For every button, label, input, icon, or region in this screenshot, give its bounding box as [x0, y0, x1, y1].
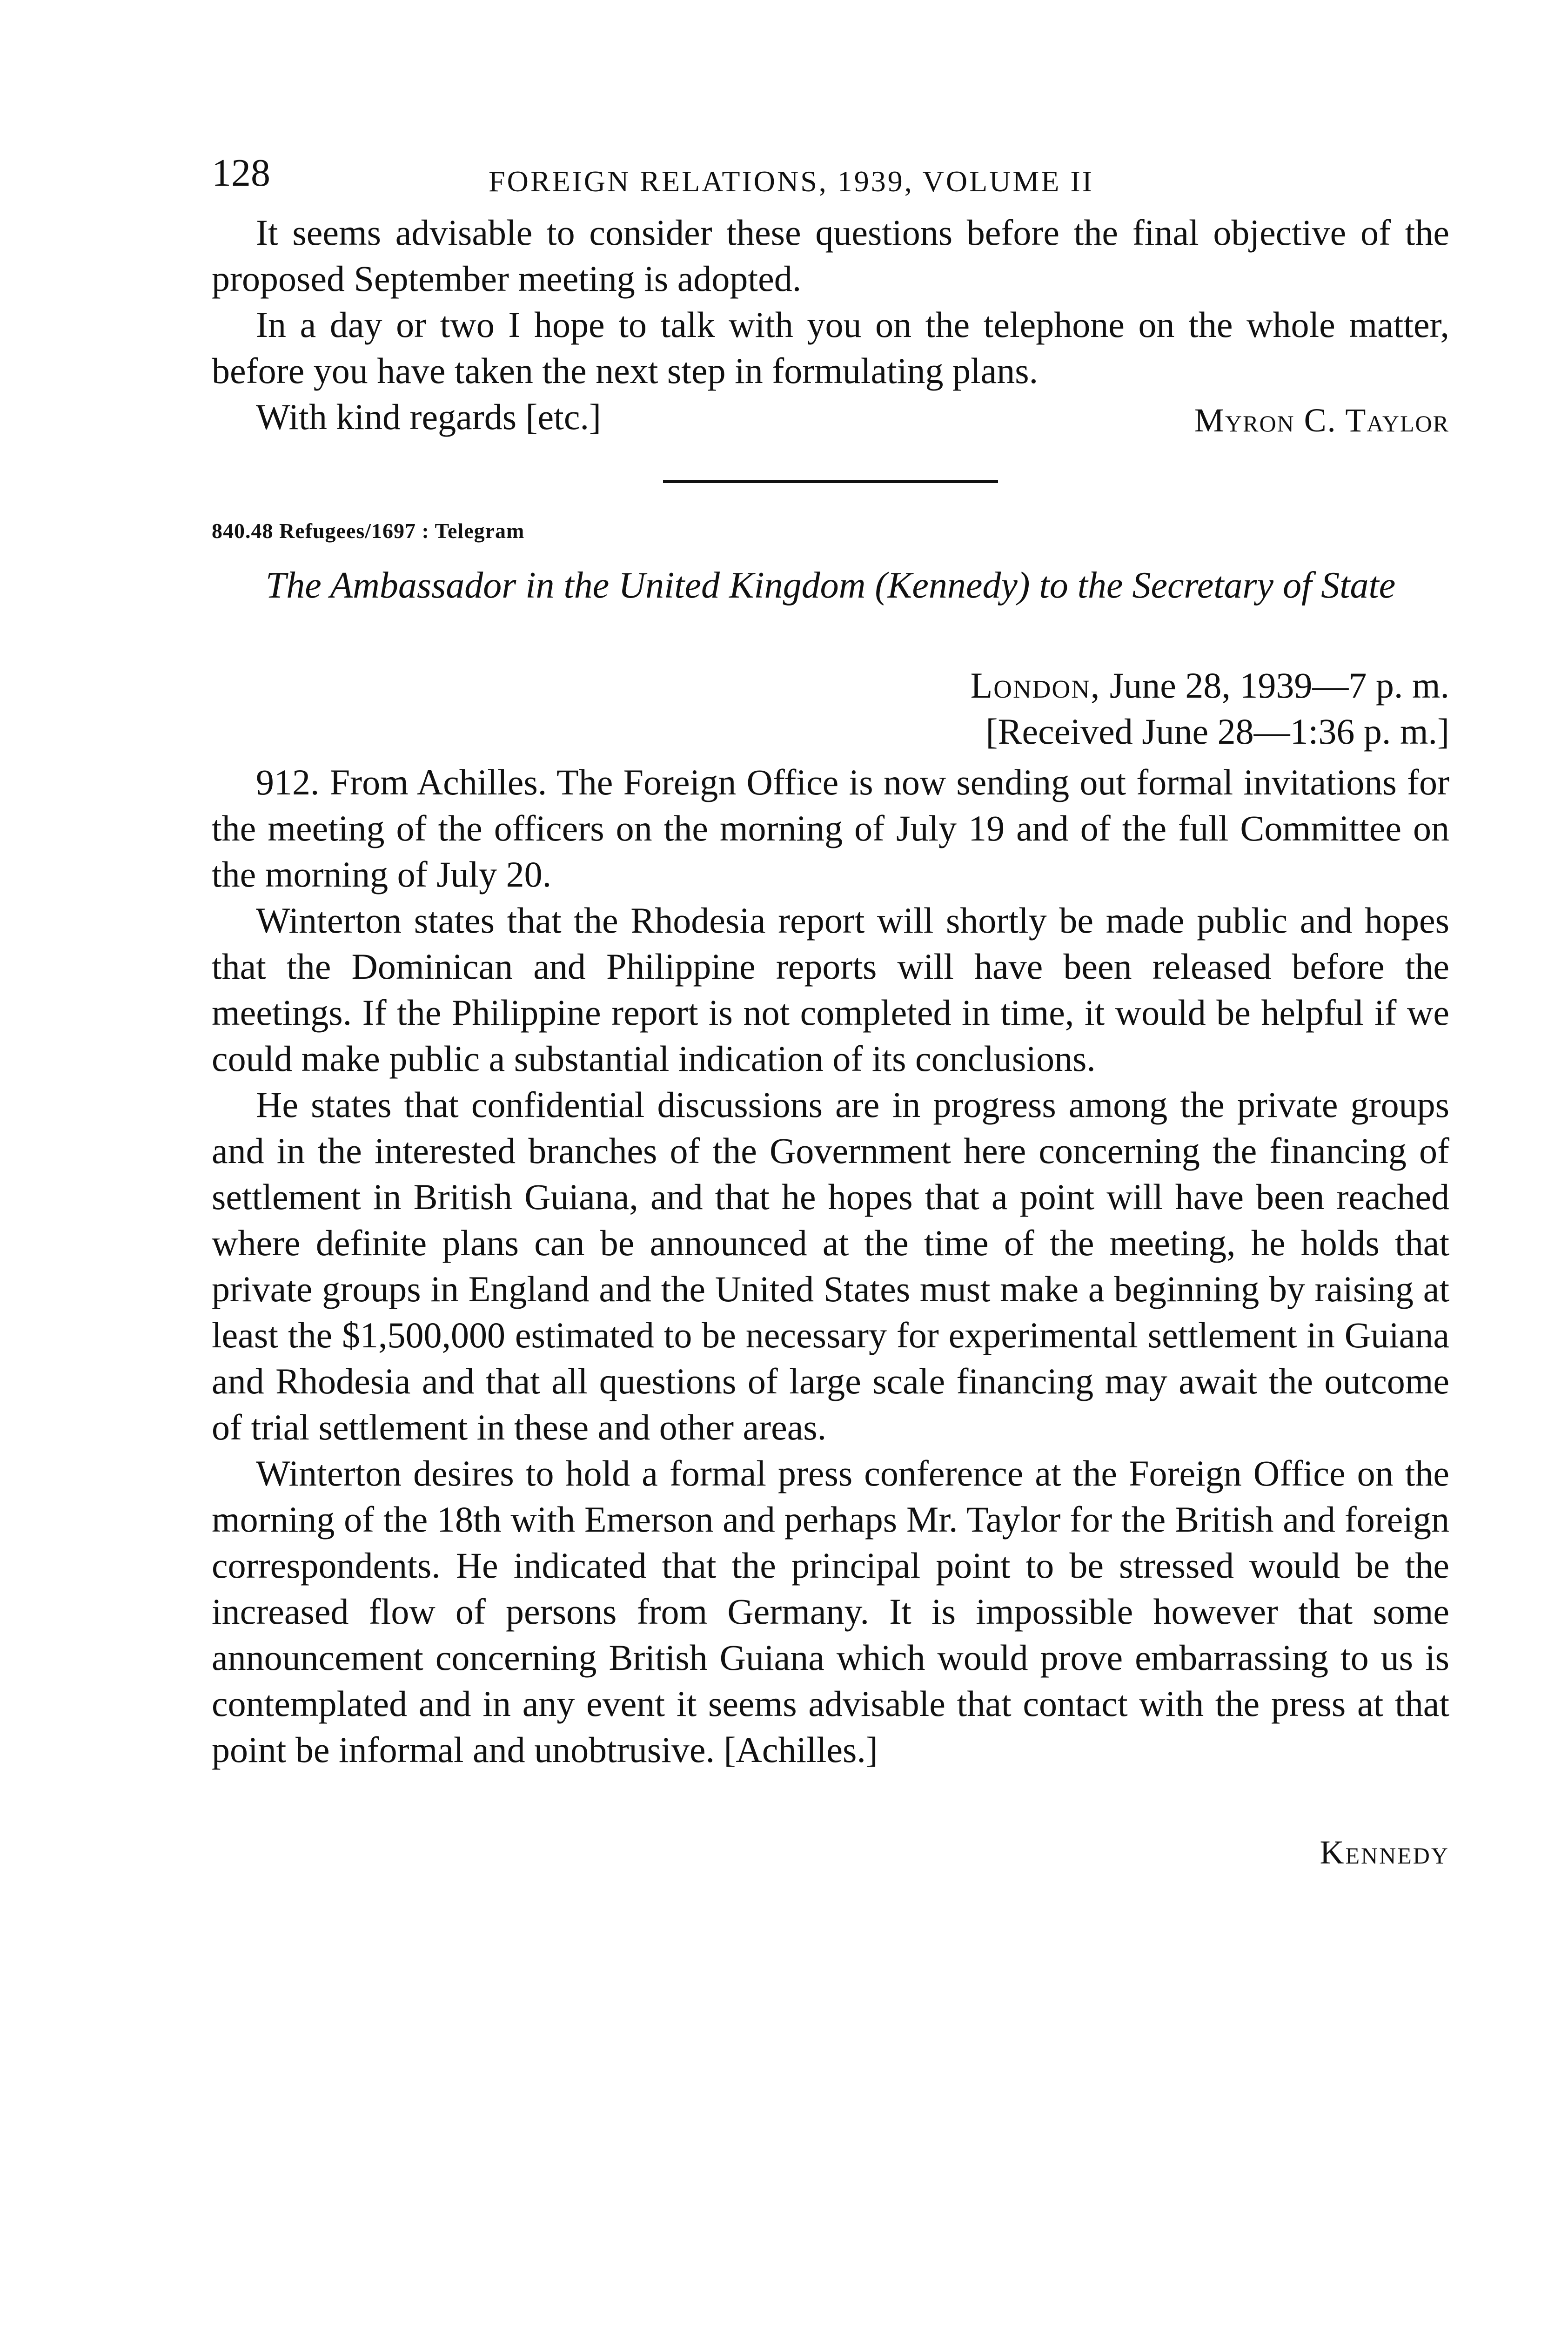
document-title: The Ambassador in the United Kingdom (Kennedy) to the Secretary of State: [265, 565, 1396, 606]
signature-taylor: Myron C. Taylor: [1194, 402, 1449, 439]
closing-text: With kind regards [etc.]: [256, 397, 601, 437]
file-reference: 840.48 Refugees/1697 : Telegram: [212, 519, 525, 543]
body-paragraph: Winterton states that the Rhodesia report will shortly be made public and hopes that the Dominican and Philippine reports will have been released before the meetings. If the Philippine report is not completed in time, it would be helpful if we could make public a substantial indication of its conclusions.: [212, 900, 1449, 1079]
previous-letter-ending: [212, 209, 1449, 445]
section-divider: [663, 480, 998, 483]
dateline-place: London,: [970, 665, 1101, 706]
document-page: [212, 151, 1449, 1871]
body-paragraph: In a day or two I hope to talk with you on the telephone on the whole matter, before you have taken the next step in formulating plans.: [212, 304, 1449, 391]
body-paragraph: Winterton desires to hold a formal press conference at the Foreign Office on the morning of the 18th with Emerson and perhaps Mr. Taylor for the British and foreign correspondents. He indicated that the principal point to be stressed would be the increased flow of persons from Germany. It is impossible however that some announcement concerning British Guiana which would prove embarrassing to us is contemplated and in any event it seems advisable that contact with the press at that point be informal and unobtrusive. [Achilles.]: [212, 1453, 1449, 1770]
body-paragraph: He states that confidential discussions are in progress among the private groups and in the interested branches of the Government here concerning the financing of settlement in British Guiana, and that he hopes that a point will have been reached where definite plans can be announced at the time of the meeting, he holds that private groups in England and the United States must make a beginning by raising at least the $1,500,000 estimated to be necessary for experimental settlement in Guiana and Rhodesia and that all questions of large scale financing may await the outcome of trial settlement in these and other areas.: [212, 1084, 1449, 1448]
signature-kennedy: Kennedy: [1320, 1834, 1449, 1871]
running-head: FOREIGN RELATIONS, 1939, VOLUME II: [489, 165, 1094, 198]
body-paragraph: 912. From Achilles. The Foreign Office is now sending out formal invitations for the meeting of the officers on the morning of July 19 and of the full Committee on the morning of July 20.: [212, 762, 1449, 895]
dateline-date: June 28, 1939—7 p. m.: [1109, 665, 1449, 706]
body-paragraph: It seems advisable to consider these questions before the final objective of the proposed September meeting is adopted.: [212, 212, 1449, 299]
closing-row: [212, 394, 1449, 445]
dateline: [212, 662, 1449, 754]
telegram-body: [212, 759, 1449, 1773]
page-number: 128: [212, 151, 270, 195]
dateline-received: [Received June 28—1:36 p. m.]: [985, 711, 1449, 752]
page-header: [212, 151, 1449, 209]
dateline-sent: [212, 662, 1449, 708]
